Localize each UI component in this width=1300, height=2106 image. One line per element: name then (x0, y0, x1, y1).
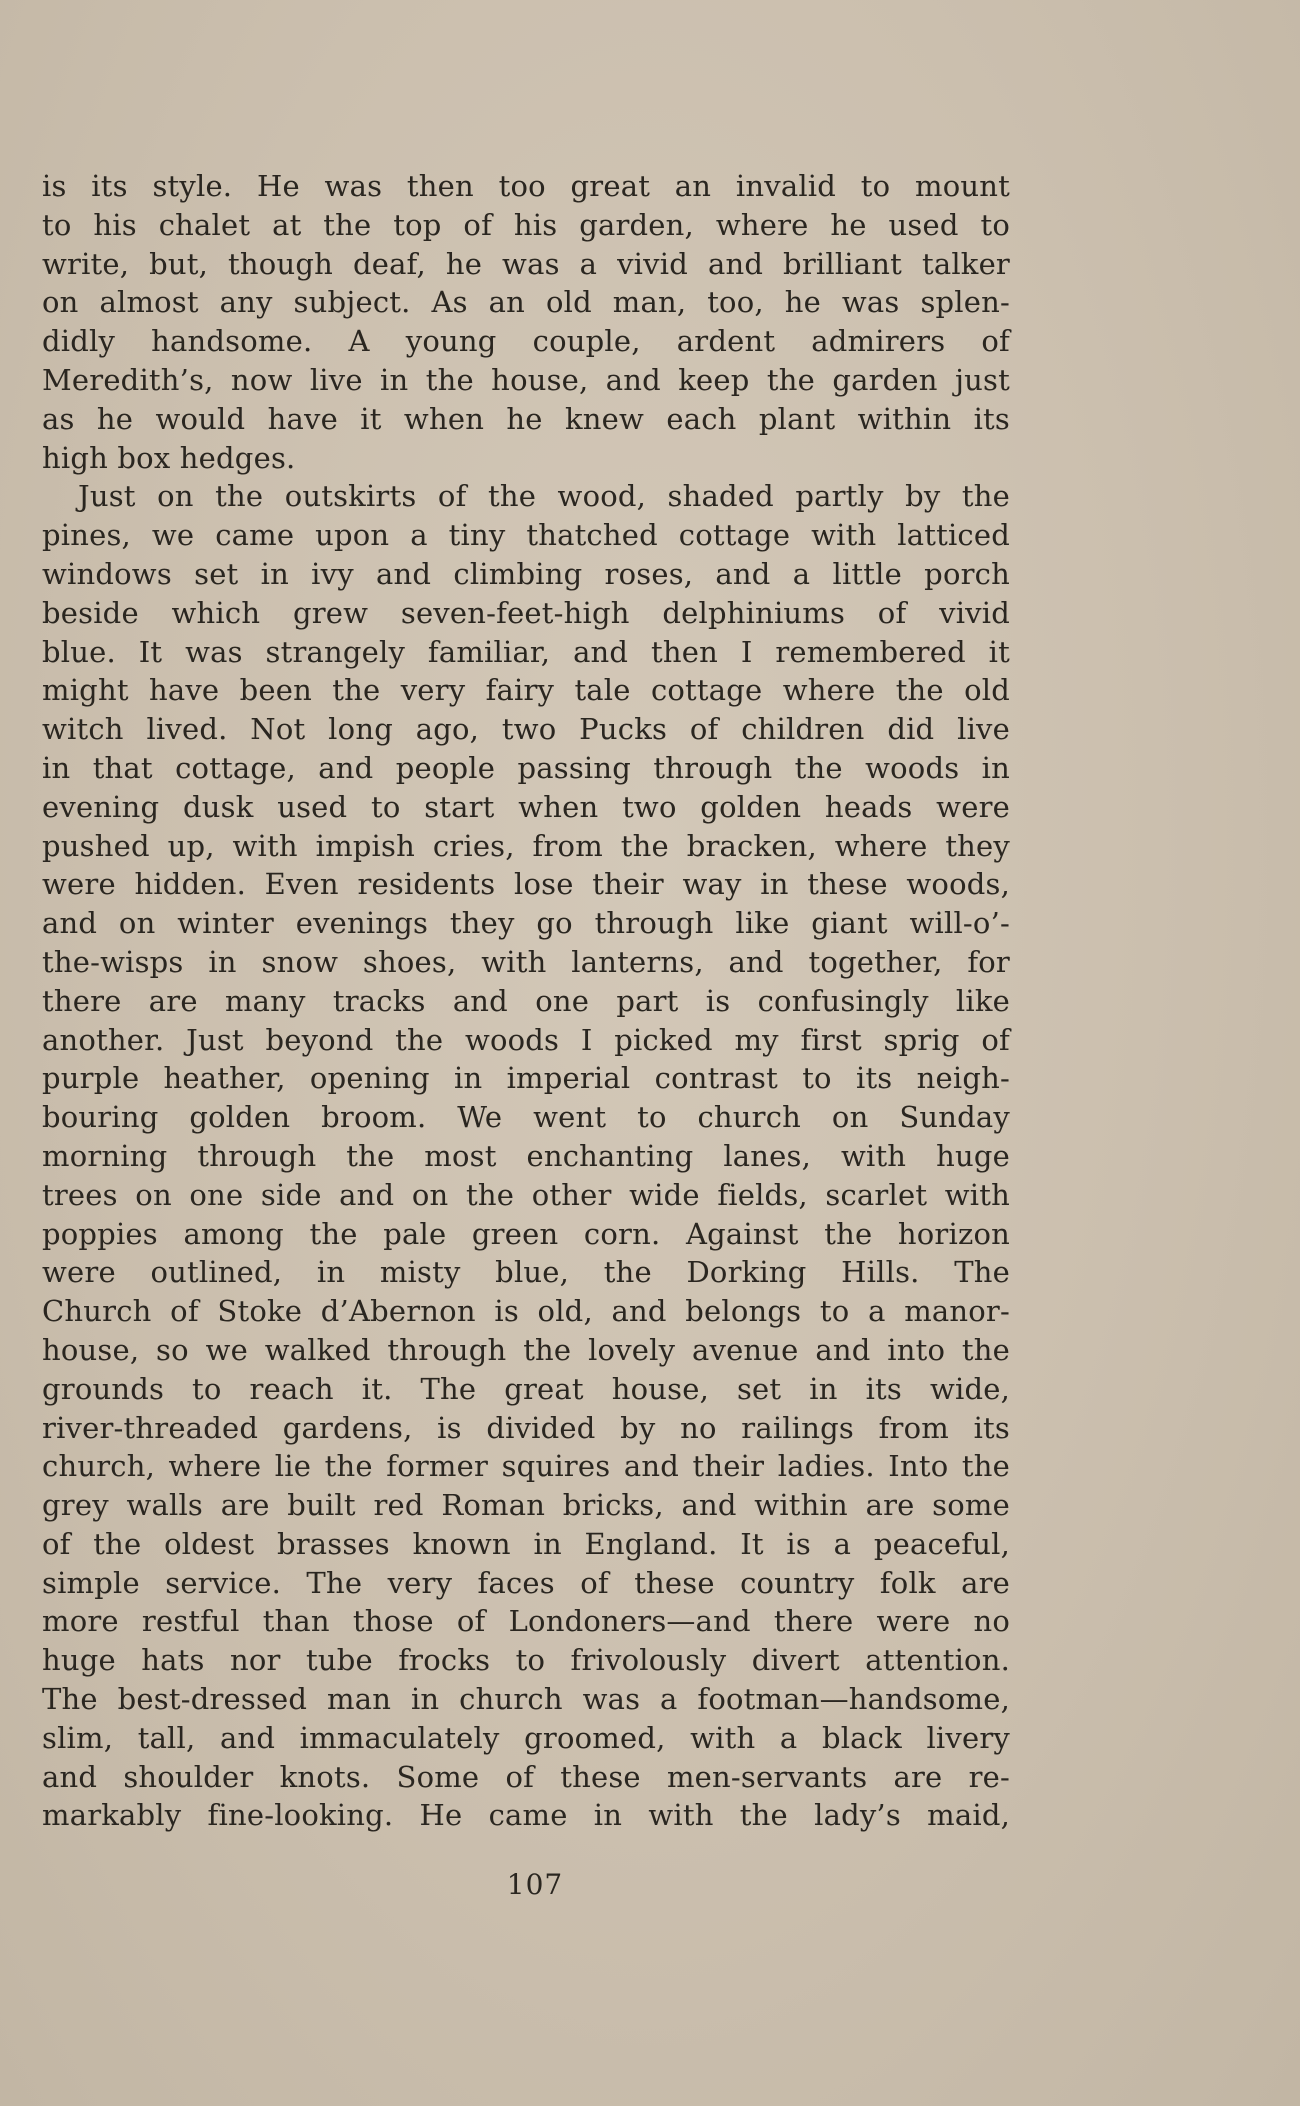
text-line: as he would have it when he knew each plant within its (42, 401, 1010, 436)
text-line: and shoulder knots. Some of these men-servants are re- (42, 1759, 1010, 1794)
text-line: beside which grew seven-feet-high delphiniums of vivid (42, 595, 1010, 630)
text-line: slim, tall, and immaculately groomed, with a black livery (42, 1720, 1010, 1755)
text-line: were outlined, in misty blue, the Dorking Hills. The (42, 1255, 1010, 1290)
text-line: Meredith’s, now live in the house, and keep the garden just (42, 362, 1010, 397)
text-line: Just on the outskirts of the wood, shaded partly by the (78, 479, 1010, 514)
text-line: pushed up, with impish cries, from the bracken, where they (42, 828, 1010, 863)
text-line: morning through the most enchanting lanes, with huge (42, 1138, 1010, 1173)
text-line: purple heather, opening in imperial contrast to its neigh- (42, 1061, 1010, 1096)
text-line: didly handsome. A young couple, ardent admirers of (42, 324, 1010, 359)
text-line: high box hedges. (42, 440, 296, 475)
text-line: write, but, though deaf, he was a vivid and brilliant talker (42, 246, 1010, 281)
text-line: to his chalet at the top of his garden, where he used to (42, 207, 1010, 242)
text-line: bouring golden broom. We went to church on Sunday (42, 1100, 1010, 1135)
text-line: markably fine-looking. He came in with the lady’s maid, (42, 1798, 1010, 1833)
page-number: 107 (506, 1868, 564, 1901)
text-line: Church of Stoke d’Abernon is old, and belongs to a manor- (42, 1294, 1010, 1329)
text-line: house, so we walked through the lovely avenue and into the (42, 1332, 1010, 1367)
text-line: trees on one side and on the other wide fields, scarlet with (42, 1177, 1010, 1212)
text-line: in that cottage, and people passing through the woods in (42, 750, 1010, 785)
text-line: is its style. He was then too great an invalid to mount (42, 169, 1010, 203)
text-line: huge hats nor tube frocks to frivolously divert attention. (42, 1643, 1010, 1678)
text-line: on almost any subject. As an old man, too, he was splen- (42, 285, 1010, 320)
text-line: there are many tracks and one part is confusingly like (42, 983, 1010, 1018)
text-line: and on winter evenings they go through like giant will-o’- (42, 906, 1010, 941)
text-line: poppies among the pale green corn. Against the horizon (42, 1216, 1010, 1251)
text-line: were hidden. Even residents lose their way in these woods, (42, 867, 1010, 902)
text-line: The best-dressed man in church was a footman—handsome, (42, 1682, 1010, 1717)
text-line: grey walls are built red Roman bricks, and within are some (42, 1488, 1010, 1523)
text-line: grounds to reach it. The great house, set in its wide, (42, 1371, 1010, 1406)
text-line: might have been the very fairy tale cottage where the old (42, 673, 1010, 708)
text-line: river-threaded gardens, is divided by no railings from its (42, 1410, 1010, 1445)
body-text (42, 167, 1010, 1835)
text-line: simple service. The very faces of these country folk are (42, 1565, 1010, 1600)
text-line: witch lived. Not long ago, two Pucks of children did live (42, 712, 1010, 747)
text-line: pines, we came upon a tiny thatched cottage with latticed (42, 518, 1010, 553)
text-line: of the oldest brasses known in England. It is a peaceful, (42, 1526, 1010, 1561)
text-line: more restful than those of Londoners—and there were no (42, 1604, 1010, 1639)
text-line: another. Just beyond the woods I picked my first sprig of (42, 1022, 1010, 1057)
text-line: evening dusk used to start when two golden heads were (42, 789, 1010, 824)
text-line: windows set in ivy and climbing roses, and a little porch (42, 556, 1010, 591)
text-line: the-wisps in snow shoes, with lanterns, and together, for (42, 944, 1010, 979)
text-line: church, where lie the former squires and their ladies. Into the (42, 1449, 1010, 1484)
text-line: blue. It was strangely familiar, and then I remembered it (42, 634, 1010, 669)
